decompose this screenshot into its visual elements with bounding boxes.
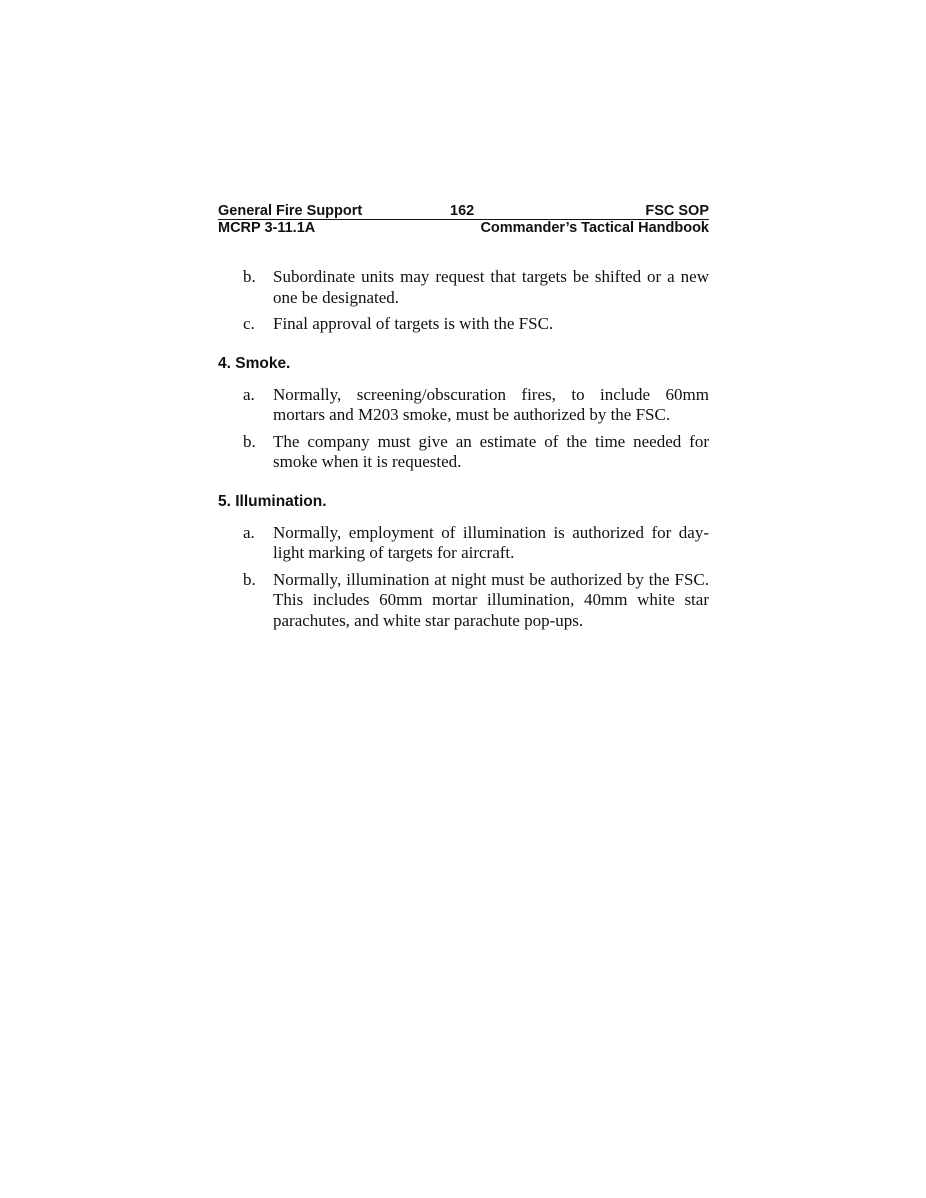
list-item-marker: a. (243, 522, 255, 542)
running-header (218, 203, 709, 236)
header-publication-title: Commander’s Tactical Handbook (480, 220, 709, 236)
list-item-text: The company must give an estimate of the time needed for smoke when it is requested. (273, 431, 709, 471)
list-item (218, 314, 709, 335)
header-publication-id: MCRP 3-11.1A (218, 220, 316, 236)
list-item-text: Normally, employment of illumination is authorized for day-light marking of targets for aircraft. (273, 522, 709, 562)
section-heading-smoke: 4. Smoke. (218, 354, 291, 372)
header-line-2 (218, 220, 709, 236)
list-item (218, 267, 709, 308)
list-item (218, 570, 709, 632)
header-chapter-title: FSC SOP (645, 203, 709, 219)
section-heading-illumination: 5. Illumination. (218, 492, 327, 510)
illumination-list (218, 523, 709, 632)
list-item-marker: c. (243, 314, 255, 333)
smoke-list (218, 385, 709, 473)
list-item (218, 432, 709, 473)
list-item-text: Normally, illumination at night must be authorized by the FSC. This includes 60mm mortar illumination, 40mm white star parachutes, and white star parachute pop-ups. (273, 569, 709, 630)
list-item-text: Normally, screening/obscuration fires, to include 60mm mortars and M203 smoke, must be authorized by the FSC. (273, 384, 709, 424)
list-item-marker: b. (243, 267, 256, 286)
list-item (218, 385, 709, 426)
list-item-marker: b. (243, 431, 256, 451)
list-item (218, 523, 709, 564)
header-line-1 (218, 203, 709, 220)
page-number: 162 (450, 203, 475, 219)
list-item-text: Final approval of targets is with the FSC. (273, 314, 554, 333)
page-body (218, 267, 709, 631)
list-item-marker: a. (243, 384, 255, 404)
list-item-marker: b. (243, 569, 256, 589)
list-item-text: Subordinate units may request that targets be shifted or a new one be designated. (273, 267, 709, 307)
intro-list (218, 267, 709, 335)
header-section-title: General Fire Support (218, 203, 363, 219)
document-page (218, 203, 709, 637)
